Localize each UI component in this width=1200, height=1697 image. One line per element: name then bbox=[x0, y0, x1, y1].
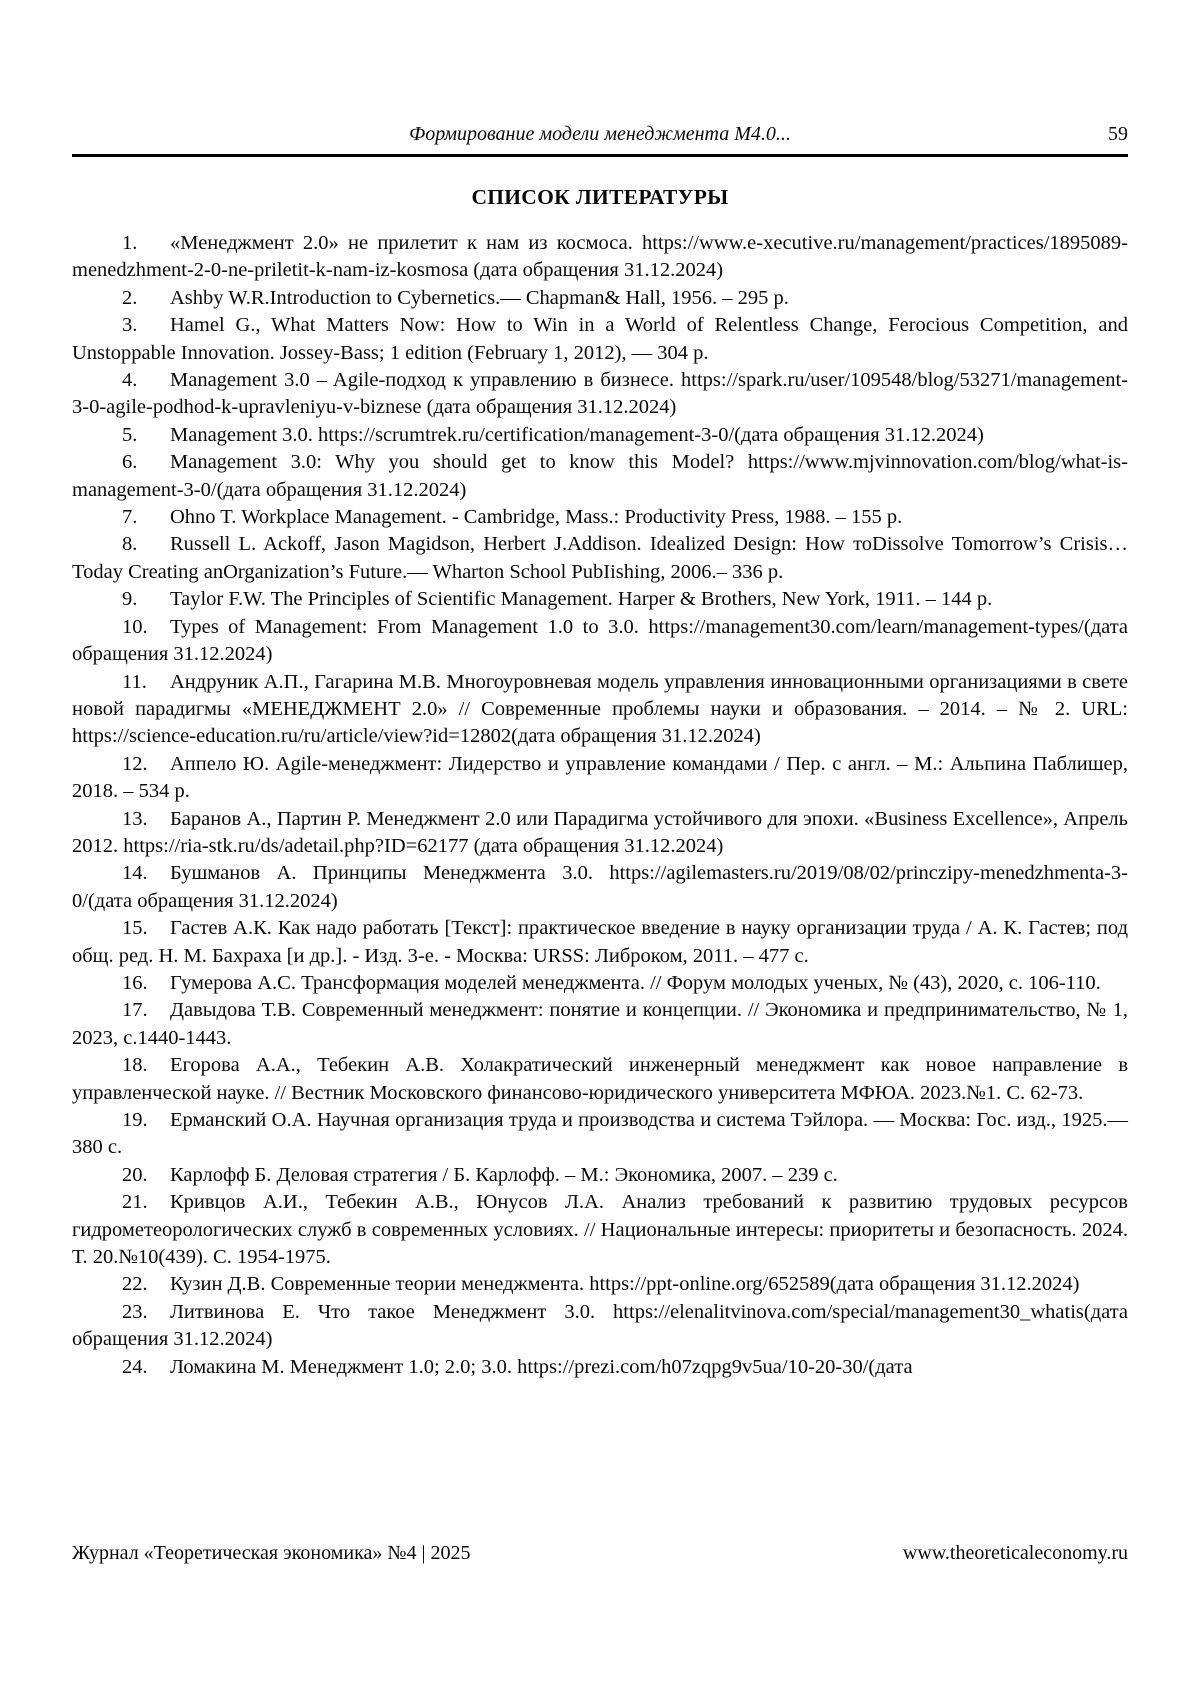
reference-text: Ломакина М. Менеджмент 1.0; 2.0; 3.0. https://prezi.com/h07zqpg9v5ua/10-20-30/(дата bbox=[170, 1355, 913, 1378]
reference-item bbox=[72, 1107, 1128, 1162]
reference-number: 10. bbox=[122, 615, 148, 638]
reference-text: Management 3.0. https://scrumtrek.ru/certification/management-3-0/(дата обращения 31.12.2024) bbox=[170, 423, 984, 446]
reference-item bbox=[72, 915, 1128, 970]
reference-item bbox=[72, 230, 1128, 285]
reference-text: Management 3.0 – Agile-подход к управлению в бизнесе. https://spark.ru/user/109548/blog/53271/management-3-0-agile-podhod-k-upravleniyu-v-biznese (дата обращения 31.12.2024) bbox=[72, 369, 1128, 419]
reference-number: 6. bbox=[122, 451, 138, 474]
header-rule bbox=[72, 154, 1128, 157]
page-header bbox=[72, 122, 1128, 146]
reference-number: 11. bbox=[122, 670, 147, 693]
reference-text: Types of Management: From Management 1.0 to 3.0. https://management30.com/learn/management-types/(дата обращения 31.12.2024) bbox=[72, 615, 1128, 666]
reference-item bbox=[72, 860, 1128, 915]
reference-item bbox=[72, 1162, 1128, 1189]
reference-text: «Менеджмент 2.0» не прилетит к нам из космоса. https://www.e-xecutive.ru/management/practices/1895089-menedzhment-2-0-ne-priletit-k-nam-iz-kosmosa (дата обращения 31.12.2024) bbox=[72, 232, 1128, 282]
reference-number: 9. bbox=[122, 588, 138, 611]
reference-item bbox=[72, 504, 1128, 531]
reference-number: 5. bbox=[122, 423, 138, 446]
reference-number: 14. bbox=[122, 862, 148, 885]
reference-item bbox=[72, 614, 1128, 669]
reference-item bbox=[72, 806, 1128, 861]
reference-number: 19. bbox=[122, 1109, 148, 1131]
reference-number: 16. bbox=[122, 971, 148, 994]
reference-item bbox=[72, 1354, 1128, 1381]
reference-text: Баранов А., Партин Р. Менеджмент 2.0 или Парадигма устойчивого для эпохи. «Business Excellence», Апрель 2012. https://ria-stk.ru/ds/adetail.php?ID=62177 (дата обращения 31.12.2024) bbox=[72, 807, 1128, 857]
reference-item bbox=[72, 1271, 1128, 1298]
reference-number: 21. bbox=[122, 1191, 148, 1214]
reference-number: 12. bbox=[122, 752, 148, 775]
reference-number: 17. bbox=[122, 999, 148, 1022]
reference-text: Давыдова Т.В. Современный менеджмент: понятие и концепции. // Экономика и предпринимательство, № 1, 2023, с.1440-1443. bbox=[72, 999, 1128, 1049]
reference-text: Management 3.0: Why you should get to know this Model? https://www.mjvinnovation.com/blog/what-is-management-3-0/(дата обращения 31.12.2024) bbox=[72, 451, 1128, 501]
reference-text: Кузин Д.В. Современные теории менеджмента. https://ppt-online.org/652589(дата обращения 31.12.2024) bbox=[170, 1273, 1080, 1296]
reference-item bbox=[72, 367, 1128, 422]
reference-item bbox=[72, 997, 1128, 1052]
reference-number: 4. bbox=[122, 369, 138, 392]
reference-number: 7. bbox=[122, 506, 138, 529]
reference-text: Аппело Ю. Agile-менеджмент: Лидерство и управление командами / Пер. с англ. – М.: Альпина Паблишер, 2018. – 534 p. bbox=[72, 752, 1128, 803]
reference-text: Ерманский О.А. Научная организация труда и производства и система Тэйлора. — Москва: Гос. изд., 1925.— 380 с. bbox=[72, 1109, 1128, 1159]
reference-item bbox=[72, 312, 1128, 367]
reference-item bbox=[72, 970, 1128, 997]
reference-text: Гастев А.К. Как надо работать [Текст]: практическое введение в науку организации труда / А. К. Гастев; под общ. ред. Н. М. Бахраха [и др.]. - Изд. 3-е. - Москва: URSS: Либроком, 2011. – 477 с. bbox=[72, 917, 1128, 967]
reference-number: 13. bbox=[122, 807, 148, 830]
footer-journal-name: Журнал «Теоретическая экономика» №4 | 2025 bbox=[72, 1542, 471, 1564]
reference-text: Андруник А.П., Гагарина М.В. Многоуровневая модель управления инновационными организациями в свете новой парадигмы «МЕНЕДЖМЕНТ 2.0» // Современные проблемы науки и образования. – 2014. – № 2. URL: https://science-education.ru/ru/article/view?id=12802(дата обращения 31.12.2024) bbox=[72, 670, 1128, 748]
reference-text: Литвинова Е. Что такое Менеджмент 3.0. https://elenalitvinova.com/special/management30_whatis(дата обращения 31.12.2024) bbox=[72, 1300, 1128, 1351]
reference-item bbox=[72, 751, 1128, 806]
reference-number: 24. bbox=[122, 1355, 148, 1378]
reference-item bbox=[72, 1299, 1128, 1354]
reference-number: 18. bbox=[122, 1054, 148, 1077]
reference-number: 2. bbox=[122, 286, 138, 309]
reference-item bbox=[72, 586, 1128, 613]
reference-text: Ohno T. Workplace Management. - Cambridge, Mass.: Productivity Press, 1988. – 155 p. bbox=[170, 506, 903, 529]
page-number: 59 bbox=[1108, 123, 1128, 145]
reference-text: Егорова А.А., Тебекин А.В. Холакратический инженерный менеджмент как новое направление в управленческой науке. // Вестник Московского финансово-юридического университета МФЮА. 2023.№1. С. 62-73. bbox=[72, 1054, 1128, 1104]
reference-number: 20. bbox=[122, 1163, 148, 1186]
footer-website: www.theoreticaleconomy.ru bbox=[902, 1542, 1128, 1564]
reference-text: Карлофф Б. Деловая стратегия / Б. Карлофф. – М.: Экономика, 2007. – 239 с. bbox=[170, 1163, 838, 1186]
running-title: Формирование модели менеджмента М4.0... bbox=[409, 123, 791, 145]
reference-item bbox=[72, 1189, 1128, 1271]
reference-number: 3. bbox=[122, 314, 138, 337]
reference-number: 23. bbox=[122, 1300, 148, 1323]
reference-number: 15. bbox=[122, 917, 148, 940]
reference-item bbox=[72, 1052, 1128, 1107]
reference-item bbox=[72, 422, 1128, 449]
reference-number: 22. bbox=[122, 1273, 148, 1296]
reference-text: Taylor F.W. The Principles of Scientific Management. Harper & Brothers, New York, 1911. – 144 p. bbox=[170, 588, 993, 611]
reference-text: Russell L. Ackoff, Jason Magidson, Herbert J.Addison. Idealized Design: How тоDissolve Tomorrow’s Crisis… Today Creating anOrganization’s Future.— Wharton School PubIishing, 2006.– 336 p. bbox=[72, 533, 1128, 583]
reference-text: Гумерова А.С. Трансформация моделей менеджмента. // Форум молодых ученых, № (43), 2020, с. 106-110. bbox=[170, 971, 1101, 994]
reference-text: Кривцов А.И., Тебекин А.В., Юнусов Л.А. Анализ требований к развитию трудовых ресурсов гидрометеорологических служб в современных условиях. // Национальные интересы: приоритеты и безопасность. 2024. Т. 20.№10(439). С. 1954-1975. bbox=[72, 1191, 1128, 1269]
reference-text: Бушманов А. Принципы Менеджмента 3.0. https://agilemasters.ru/2019/08/02/princzipy-menedzhmenta-3-0/(дата обращения 31.12.2024) bbox=[72, 862, 1128, 912]
reference-item bbox=[72, 669, 1128, 751]
reference-text: Ashby W.R.Introduction to Cybernetics.— Chapman& Hall, 1956. – 295 p. bbox=[170, 286, 789, 309]
reference-number: 1. bbox=[122, 232, 138, 254]
page-footer bbox=[72, 1542, 1128, 1565]
reference-number: 8. bbox=[122, 533, 138, 556]
section-title: СПИСОК ЛИТЕРАТУРЫ bbox=[471, 185, 729, 209]
reference-item bbox=[72, 449, 1128, 504]
references-list bbox=[72, 230, 1128, 1381]
reference-item bbox=[72, 531, 1128, 586]
reference-item bbox=[72, 285, 1128, 312]
reference-text: Hamel G., What Matters Now: How to Win in a World of Relentless Change, Ferocious Competition, and Unstoppable Innovation. Jossey-Bass; 1 edition (February 1, 2012), — 304 p. bbox=[72, 314, 1128, 364]
